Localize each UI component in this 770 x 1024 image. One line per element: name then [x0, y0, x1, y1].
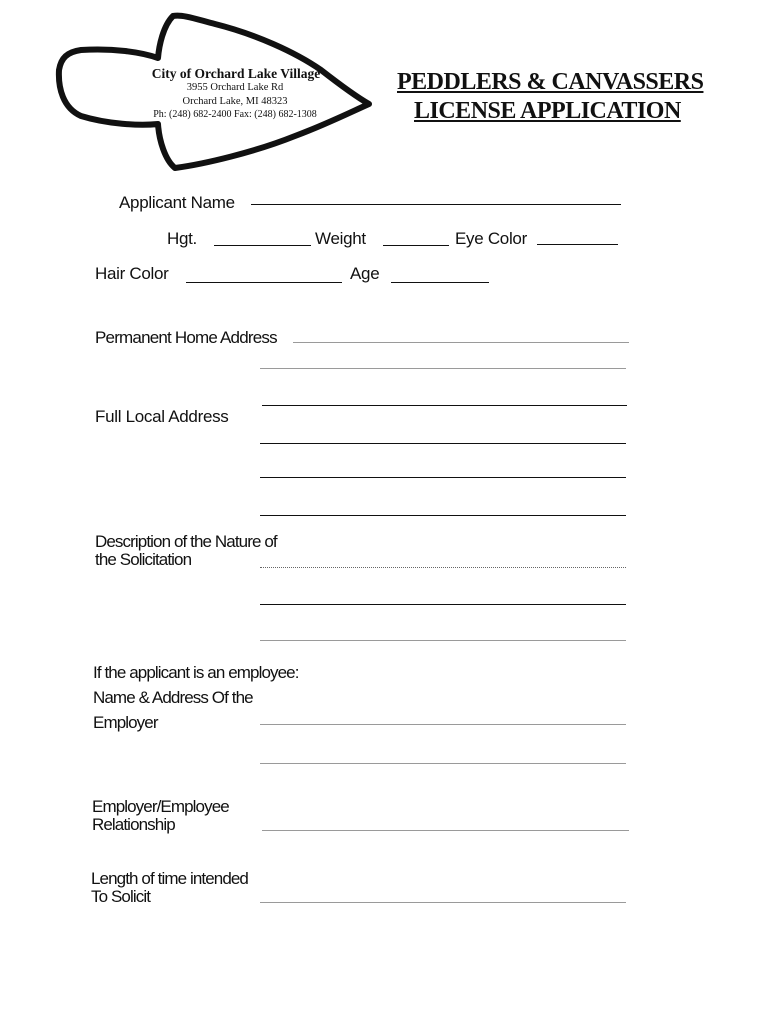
local-address-field-3[interactable]: [260, 477, 626, 478]
weight-field[interactable]: [383, 245, 449, 246]
solicitation-field-2[interactable]: [260, 604, 626, 605]
relationship-label-line1: Employer/Employee: [92, 797, 229, 816]
employer-label-line2: Employer: [93, 713, 158, 732]
height-label: Hgt.: [167, 229, 197, 248]
age-label: Age: [350, 264, 380, 283]
solicitation-label-line2: the Solicitation: [95, 550, 192, 569]
relationship-label: [92, 798, 229, 834]
org-phone-fax: Ph: (248) 682-2400 Fax: (248) 682-1308: [153, 109, 317, 120]
local-address-field-2[interactable]: [260, 443, 626, 444]
local-address-label: Full Local Address: [95, 407, 229, 426]
length-label: [91, 870, 248, 906]
form-title-line2: LICENSE APPLICATION: [414, 98, 681, 124]
age-field[interactable]: [391, 282, 489, 283]
arrowhead-logo-outline: [55, 12, 375, 177]
hair-color-label: Hair Color: [95, 264, 169, 283]
solicitation-field-1[interactable]: [260, 567, 626, 568]
org-name: City of Orchard Lake Village: [151, 66, 321, 81]
org-address-line2: Orchard Lake, MI 48323: [182, 96, 288, 107]
org-address-line1: 3955 Orchard Lake Rd: [186, 82, 284, 93]
applicant-name-field[interactable]: [251, 204, 621, 205]
hair-color-field[interactable]: [186, 282, 342, 283]
eye-color-field[interactable]: [537, 244, 618, 245]
length-label-line2: To Solicit: [91, 887, 151, 906]
local-address-field-4[interactable]: [260, 515, 626, 516]
employer-label-line1: Name & Address Of the: [93, 688, 253, 707]
relationship-label-line2: Relationship: [92, 815, 175, 834]
applicant-name-label: Applicant Name: [119, 193, 235, 212]
eye-color-label: Eye Color: [455, 229, 527, 248]
employer-field-1[interactable]: [260, 724, 626, 725]
local-address-field-1[interactable]: [262, 405, 627, 406]
solicitation-label-line1: Description of the Nature of: [95, 532, 277, 551]
solicitation-label: [95, 533, 277, 569]
length-label-line1: Length of time intended: [91, 869, 248, 888]
solicitation-field-3[interactable]: [260, 640, 626, 641]
length-field[interactable]: [260, 902, 626, 903]
permanent-address-label: Permanent Home Address: [95, 328, 277, 347]
weight-label: Weight: [315, 229, 366, 248]
permanent-address-field-2[interactable]: [260, 368, 626, 369]
employer-field-2[interactable]: [260, 763, 626, 764]
employee-intro-label: If the applicant is an employee:: [93, 663, 299, 682]
relationship-field[interactable]: [262, 830, 629, 831]
height-field[interactable]: [214, 245, 311, 246]
form-title-line1: PEDDLERS & CANVASSERS: [397, 69, 704, 95]
permanent-address-field-1[interactable]: [293, 342, 629, 343]
